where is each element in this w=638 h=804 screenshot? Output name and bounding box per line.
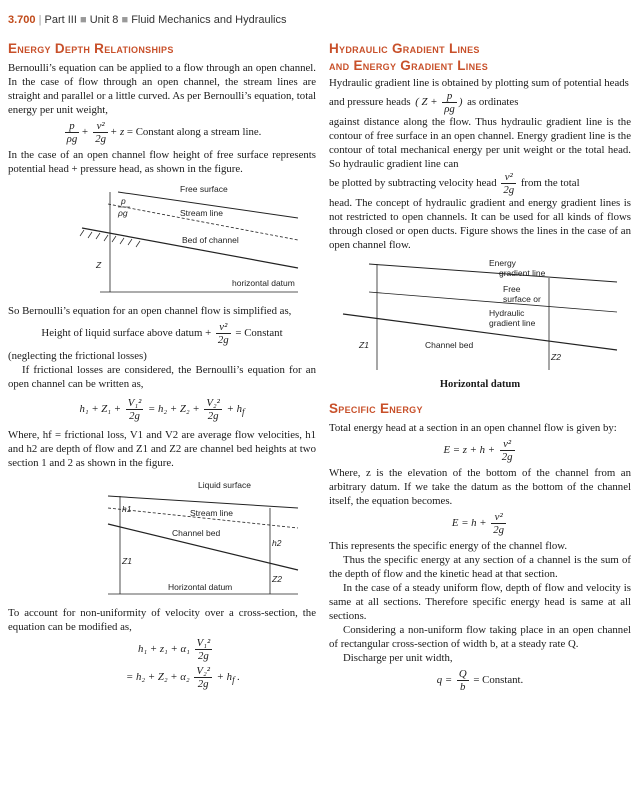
svg-text:ρg: ρg xyxy=(118,208,128,218)
svg-text:Z1: Z1 xyxy=(359,340,369,350)
paragraph: In the case of a steady uniform flow, depth of flow and velocity is same at all sections. Therefore specific energy head is same at all sections. xyxy=(329,582,631,622)
svg-text:gradient line: gradient line xyxy=(499,268,546,278)
label-bed: Bed of channel xyxy=(182,235,239,245)
svg-text:gradient line: gradient line xyxy=(489,318,536,328)
svg-text:Free: Free xyxy=(503,284,521,294)
figure-channel-sections xyxy=(8,474,308,602)
equation-height: Height of liquid surface above datum + $\frac{\text{v²}}{2g}$ = Constant xyxy=(41,321,283,346)
running-header: 3.700 | Part III ■ Unit 8 ■ Fluid Mechanics and Hydraulics xyxy=(8,14,287,26)
svg-text:surface or: surface or xyxy=(503,294,541,304)
svg-text:p: p xyxy=(121,196,126,206)
figure-gradient-lines xyxy=(329,256,629,376)
paragraph-fragment: as ordinates xyxy=(467,95,519,108)
paragraph: Considering a non-uniform flow taking place in an open channel of rectangular cross-section of width b, at a steady rate Q. xyxy=(329,624,631,650)
paragraph: To account for non-uniformity of velocity over a cross-section, the equation can be modified as, xyxy=(8,607,316,633)
paragraph: Discharge per unit width, xyxy=(343,652,453,664)
paragraph: This represents the specific energy of the channel flow. xyxy=(329,540,568,552)
svg-text:Energy: Energy xyxy=(489,258,516,268)
label-z: Z xyxy=(96,260,102,270)
equation-total-energy: E = z + h + $\frac{\text{v²}}{2g}$ xyxy=(443,438,513,463)
svg-text:Z2: Z2 xyxy=(551,352,561,362)
label-liquid-surface: Liquid surface xyxy=(198,480,251,490)
svg-text:h1: h1 xyxy=(122,504,132,514)
label-stream-line: Stream line xyxy=(190,508,233,518)
figure-free-surface xyxy=(8,178,308,298)
unit-label: Unit 8 xyxy=(89,14,119,26)
equation-discharge: q = $\frac{Q}{b}$ = Constant. xyxy=(436,668,524,693)
paragraph: Where, hf = frictional loss, V1 and V2 are average flow velocities, h1 and h2 are depth of flow and Z1 and Z2 are channel bed heights at two section 1 and 2 as shown in the figure. xyxy=(8,429,316,469)
svg-text:Z2: Z2 xyxy=(272,574,282,584)
section-heading-energy-depth: Energy Depth Relationships xyxy=(8,41,174,56)
label-channel-bed: Channel bed xyxy=(172,528,221,538)
paragraph: head. The concept of hydraulic gradient and energy gradient lines is not restricted to open channels. It can be used for all kinds of flows through closed or open ducts. Figure shows the lines in the case of an open channel flow. xyxy=(329,197,631,251)
part-label: Part III xyxy=(44,14,77,26)
paragraph: Thus the specific energy at any section of a channel is the sum of the depth of flow and the kinetic head at that section. xyxy=(329,554,631,580)
paragraph: Hydraulic gradient line is obtained by plotting sum of potential heads and pressure heads xyxy=(329,77,629,108)
equation-z-plus-p: ( Z + $\frac{p}{\rho g}$ ) xyxy=(415,90,463,115)
left-column xyxy=(8,40,316,693)
paragraph: against distance along the flow. Thus hydraulic gradient line is the contour of free surface in an open channel. Energy gradient line is the contour of total mechanical energy per unit weight or the total head. So hydraulic gradient line can xyxy=(329,116,631,170)
svg-text:Channel bed: Channel bed xyxy=(425,340,474,350)
paragraph: If frictional losses are considered, the Bernoulli’s equation for an open channel can be written as, xyxy=(8,364,316,390)
section-heading-gradient-lines: Hydraulic Gradient Lines and Energy Gradient Lines xyxy=(329,41,489,73)
page-number: 3.700 xyxy=(8,14,36,26)
svg-text:h2: h2 xyxy=(272,538,282,548)
label-free-surface: Free surface xyxy=(180,184,228,194)
equation-specific-energy: E = h + $\frac{\text{v²}}{2g}$ xyxy=(451,511,505,536)
equation-alpha-1: h₁ + z₁ + α₁ $\frac{\text{V₁²}}{2g}$ xyxy=(138,637,211,662)
paragraph: So Bernoulli’s equation for an open channel flow is simplified as, xyxy=(8,305,292,317)
section-heading-specific-energy: Specific Energy xyxy=(329,401,423,416)
paragraph: Total energy head at a section in an open channel flow is given by: xyxy=(329,422,617,434)
paragraph: (neglecting the frictional losses) xyxy=(8,350,147,362)
paragraph: In the case of an open channel flow height of free surface represents potential head + pressure head, as shown in the figure. xyxy=(8,149,316,175)
equation-frictional: h₁ + Z₁ + $\frac{\text{V₁²}}{2g}$ = h₂ + Z₂ + $\frac{\text{V₂²}}{2g}$ + $h_f$ xyxy=(79,397,245,422)
velocity-head-line: be plotted by subtracting velocity head $\frac{\text{v²}}{2g}$ from the total xyxy=(329,171,580,196)
label-horizontal-datum: Horizontal datum xyxy=(168,582,233,592)
label-stream-line: Stream line xyxy=(180,208,223,218)
paragraph: Where, z is the elevation of the bottom of the channel from an arbitrary datum. If we take the datum as the bottom of the channel itself, the equation becomes. xyxy=(329,467,631,507)
label-datum: horizontal datum xyxy=(232,278,295,288)
right-column xyxy=(329,40,631,696)
svg-text:Hydraulic: Hydraulic xyxy=(489,308,525,318)
svg-text:Z1: Z1 xyxy=(122,556,132,566)
chapter-label: Fluid Mechanics and Hydraulics xyxy=(131,14,287,26)
equation-alpha-2: = h₂ + Z₂ + α₂ $\frac{\text{V₂²}}{2g}$ + $h_f$ . xyxy=(126,665,240,690)
paragraph: Bernoulli’s equation can be applied to a flow through an open channel. In the case of flow through an open channel, the stream lines are straight and parallel or a little curved. As per Bernoulli’s equation, total energy per unit weight, xyxy=(8,62,316,116)
equation-bernoulli: $\frac{p}{\rho g}$ + $\frac{\text{v²}}{2g}$ + z = Constant along a stream line. xyxy=(66,120,262,145)
figure-caption: Horizontal datum xyxy=(439,379,521,390)
